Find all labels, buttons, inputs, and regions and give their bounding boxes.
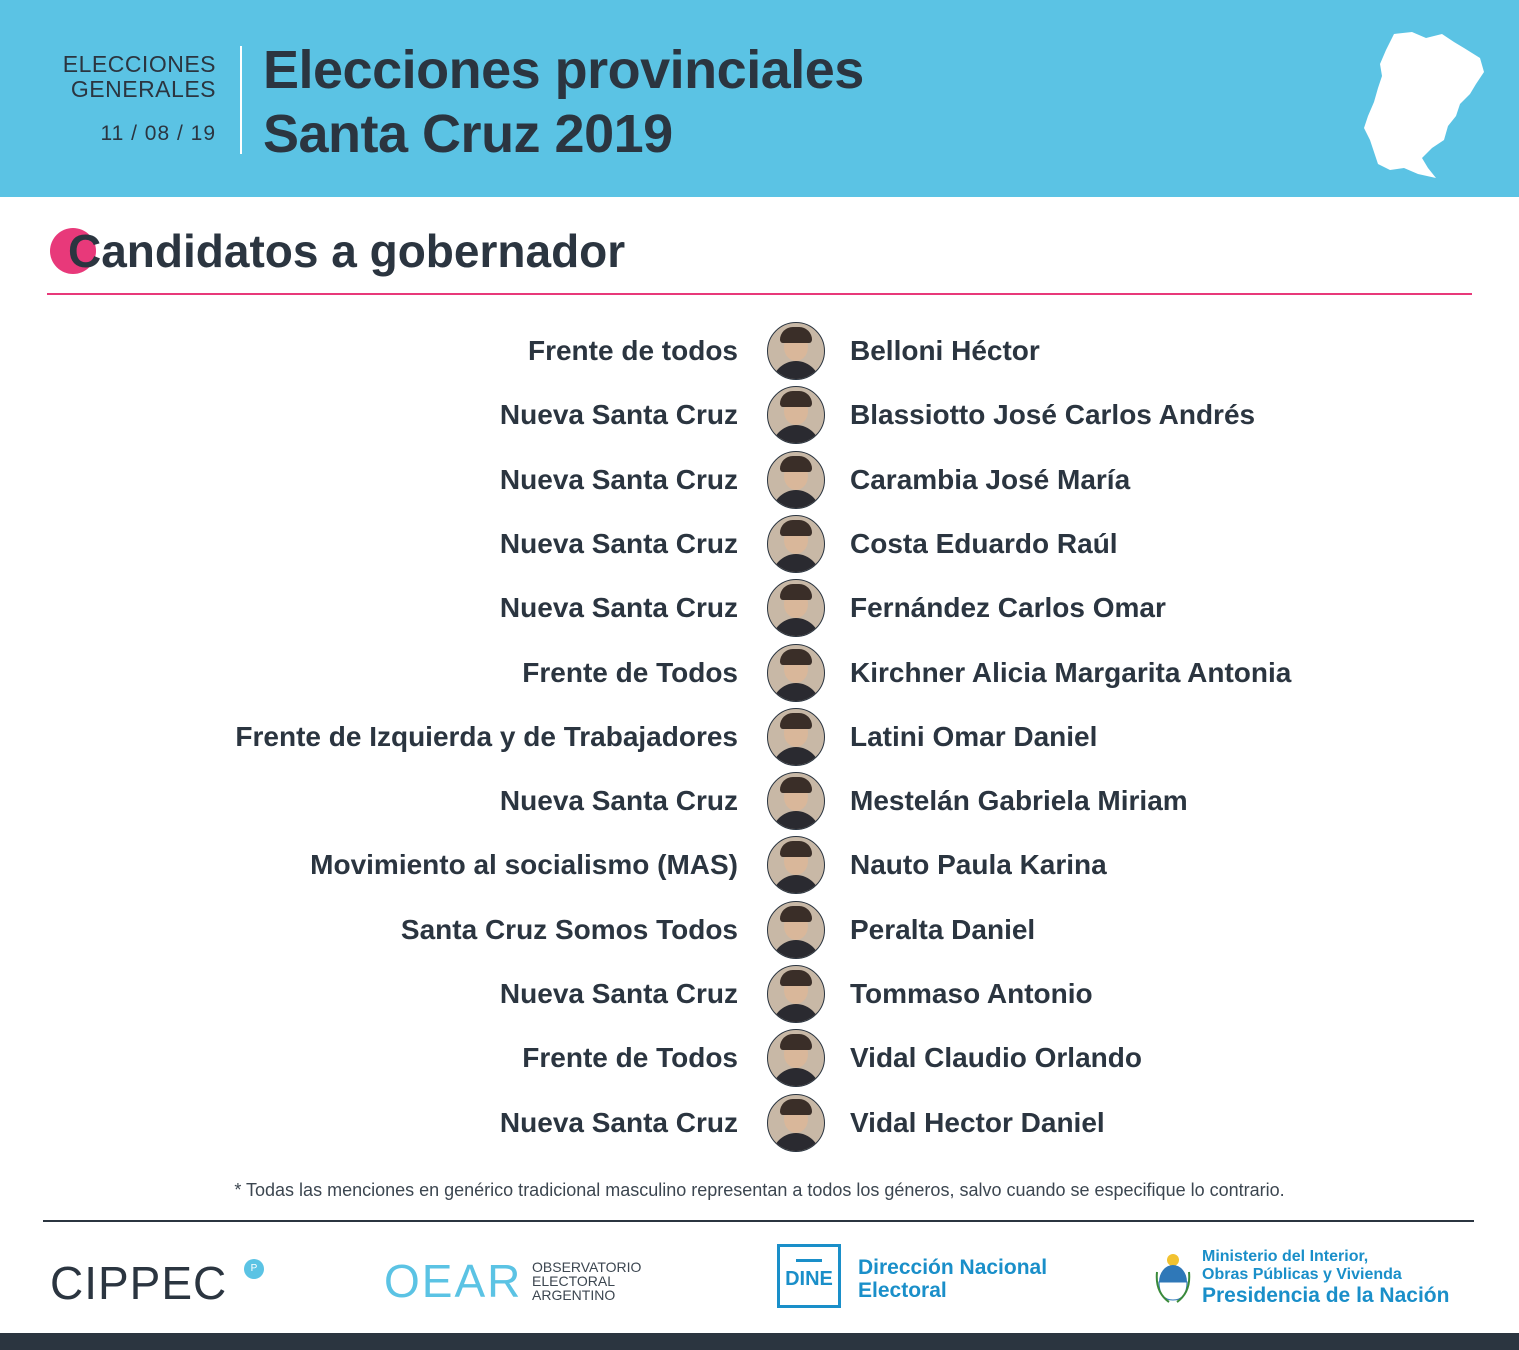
cippec-logo [50, 1255, 258, 1311]
candidate-name: Vidal Hector Daniel [850, 1107, 1105, 1138]
candidate-row [0, 963, 1519, 1025]
dine-line-2: Electoral [858, 1279, 947, 1302]
candidate-name: Carambia José María [850, 464, 1131, 495]
candidate-row [0, 1092, 1519, 1154]
dine-text [858, 1256, 1047, 1302]
candidate-name: Tommaso Antonio [850, 978, 1093, 1009]
candidate-photo [767, 772, 825, 830]
candidate-row [0, 384, 1519, 446]
candidate-row [0, 577, 1519, 639]
header-banner [0, 0, 1519, 197]
coat-of-arms-icon [1155, 1252, 1191, 1304]
candidate-row [0, 899, 1519, 961]
candidate-photo [767, 901, 825, 959]
candidate-photo [767, 322, 825, 380]
footer-divider [43, 1220, 1474, 1222]
election-date: 11 / 08 / 19 [100, 122, 216, 145]
candidate-party: Nueva Santa Cruz [499, 785, 738, 816]
ministerio-line-1: Ministerio del Interior, [1202, 1248, 1369, 1265]
candidate-party: Nueva Santa Cruz [499, 464, 738, 495]
title-line-1: Elecciones provinciales [263, 40, 864, 100]
candidate-row [0, 513, 1519, 575]
page-title [263, 38, 864, 166]
candidate-row [0, 834, 1519, 896]
candidate-row [0, 449, 1519, 511]
dine-box-text: DINE [785, 1268, 833, 1290]
ministerio-line-2: Obras Públicas y Vivienda [1202, 1266, 1402, 1283]
candidate-name: Latini Omar Daniel [850, 721, 1098, 752]
section-title: Candidatos a gobernador [68, 225, 626, 277]
dine-line-1: Dirección Nacional [858, 1256, 1048, 1279]
candidate-photo [767, 451, 825, 509]
candidate-party: Frente de Izquierda y de Trabajadores [235, 721, 738, 752]
candidate-row [0, 642, 1519, 704]
candidate-photo [767, 515, 825, 573]
oear-wordmark: OEAR [384, 1255, 523, 1307]
santa-cruz-map-icon [1360, 28, 1486, 180]
oear-sub-line-3: ARGENTINO [532, 1287, 616, 1303]
candidate-party: Santa Cruz Somos Todos [400, 914, 738, 945]
oear-subtitle [532, 1260, 641, 1302]
section-divider [47, 293, 1472, 295]
candidate-name: Kirchner Alicia Margarita Antonia [850, 657, 1292, 688]
candidate-row [0, 706, 1519, 768]
candidate-party: Nueva Santa Cruz [499, 399, 738, 430]
candidate-party: Frente de Todos [522, 657, 738, 688]
ministerio-line-3: Presidencia de la Nación [1202, 1284, 1450, 1307]
candidate-photo [767, 644, 825, 702]
candidate-photo [767, 836, 825, 894]
cippec-badge-icon: P [244, 1259, 264, 1279]
dine-box-icon [777, 1244, 841, 1308]
candidate-row [0, 320, 1519, 382]
candidate-name: Nauto Paula Karina [850, 849, 1107, 880]
candidate-name: Peralta Daniel [850, 914, 1036, 945]
candidate-name: Mestelán Gabriela Miriam [850, 785, 1188, 816]
kicker-line-1: ELECCIONES [62, 51, 216, 77]
oear-sub-line-1: OBSERVATORIO [532, 1259, 642, 1275]
candidate-party: Nueva Santa Cruz [499, 528, 738, 559]
candidate-party: Nueva Santa Cruz [499, 1107, 738, 1138]
candidate-party: Nueva Santa Cruz [499, 592, 738, 623]
candidate-name: Costa Eduardo Raúl [850, 528, 1118, 559]
oear-sub-line-2: ELECTORAL [532, 1273, 615, 1289]
candidate-name: Vidal Claudio Orlando [850, 1042, 1142, 1073]
candidate-row [0, 1027, 1519, 1089]
candidate-photo [767, 965, 825, 1023]
candidate-name: Blassiotto José Carlos Andrés [850, 399, 1256, 430]
header-divider [240, 46, 242, 154]
candidate-party: Nueva Santa Cruz [499, 978, 738, 1009]
candidate-photo [767, 386, 825, 444]
cippec-wordmark: CIPPEC [50, 1257, 228, 1309]
kicker-line-2: GENERALES [70, 76, 216, 102]
candidate-photo [767, 1029, 825, 1087]
candidate-photo [767, 1094, 825, 1152]
candidate-name: Belloni Héctor [850, 335, 1040, 366]
candidate-party: Frente de todos [527, 335, 738, 366]
title-line-2: Santa Cruz 2019 [263, 104, 673, 164]
dine-bar [796, 1259, 822, 1262]
candidate-party: Movimiento al socialismo (MAS) [310, 849, 738, 880]
candidate-name: Fernández Carlos Omar [850, 592, 1166, 623]
footnote: * Todas las menciones en genérico tradicional masculino representan a todos los géneros, salvo cuando se especifique lo contrario. [234, 1180, 1285, 1200]
header-kicker [50, 52, 216, 102]
candidate-photo [767, 708, 825, 766]
candidate-photo [767, 579, 825, 637]
bottom-bar [0, 1333, 1519, 1350]
candidate-row [0, 770, 1519, 832]
candidate-party: Frente de Todos [522, 1042, 738, 1073]
